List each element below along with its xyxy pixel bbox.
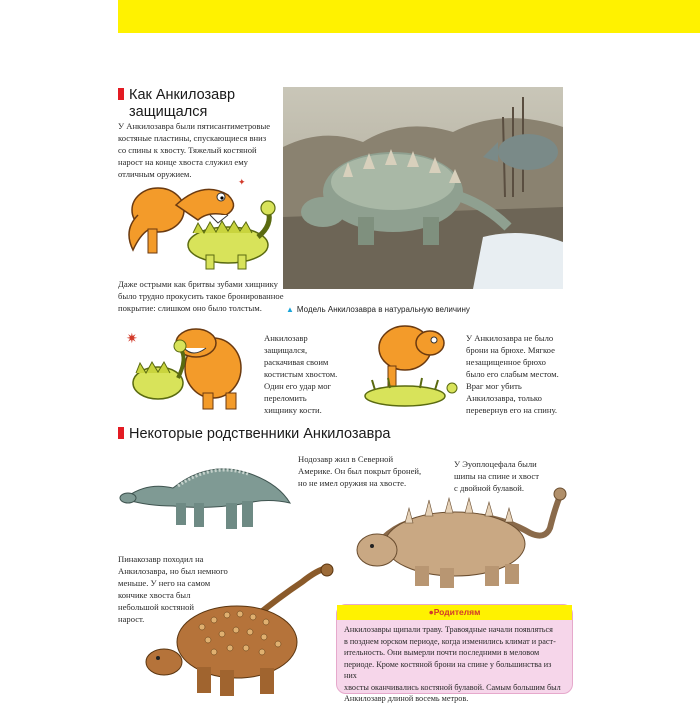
caption-triangle-icon: ▲ bbox=[286, 305, 294, 314]
heading-marker bbox=[118, 88, 124, 100]
nodosaurus-illustration bbox=[118, 448, 293, 538]
text-line: покрытие: слишком оно было толстым. bbox=[118, 303, 262, 313]
text-line: Анкилозавра, но был немного bbox=[118, 566, 228, 576]
text-line: со спины к хвосту. Тяжелый костяной bbox=[118, 145, 257, 155]
text-line: ительность. Они вымерли почти последними в меловом bbox=[344, 648, 540, 657]
text-line: Один его удар мог bbox=[264, 381, 332, 391]
text-line: хвосты оканчивались костяной булавой. Самым большим был bbox=[344, 682, 561, 692]
text-line: Враг мог убить bbox=[466, 381, 522, 391]
text-line: Нодозавр жил в Северной bbox=[298, 454, 394, 464]
text-line: перевернув его на спину. bbox=[466, 405, 558, 415]
text-line: незащищенное брюхо bbox=[466, 357, 546, 367]
section-heading-relatives bbox=[118, 426, 390, 443]
armor-paragraph bbox=[118, 278, 284, 314]
text-line: Анкилозавр bbox=[264, 333, 308, 343]
heading-line-2: защищался bbox=[129, 104, 208, 120]
section-heading-defense bbox=[118, 87, 235, 121]
intro-paragraph bbox=[118, 120, 270, 180]
text-line: Анкилозавры щипали траву. Травоядные начали появляться bbox=[344, 625, 553, 634]
text-line: было трудно прокусить такое бронированное bbox=[118, 291, 284, 301]
text-line: костяные пластины, спускающиеся вниз bbox=[118, 133, 267, 143]
heading-marker bbox=[118, 427, 124, 439]
page-margin bbox=[0, 0, 118, 700]
text-line: хищнику кости. bbox=[264, 405, 322, 415]
text-line: раскачивая своим bbox=[264, 357, 329, 367]
text-line: небольшой костяной bbox=[118, 602, 194, 612]
text-line: было его слабым местом. bbox=[466, 369, 559, 379]
cartoon-dinosaur-biting-illustration bbox=[118, 175, 280, 275]
euoplocephalus-illustration bbox=[345, 478, 570, 593]
ankylosaurus-model-photo bbox=[283, 87, 563, 289]
text-line: шипы на спине и хвост bbox=[454, 471, 539, 481]
text-line: с двойной булавой. bbox=[454, 483, 524, 493]
star-icon: ● bbox=[428, 607, 434, 617]
text-line: Даже острыми как бритвы зубами хищнику bbox=[118, 279, 278, 289]
tail-defense-paragraph bbox=[264, 332, 337, 416]
parents-title: Родителям bbox=[433, 607, 481, 617]
text-line: брони на брюхе. Мягкое bbox=[466, 345, 555, 355]
heading-line-1: Как Анкилозавр bbox=[129, 87, 236, 103]
text-line: Анкилозавра, только bbox=[466, 393, 542, 403]
parents-text bbox=[337, 620, 572, 709]
cartoon-tail-swing-illustration bbox=[118, 318, 260, 413]
text-line: отличным оружием. bbox=[118, 169, 192, 179]
svg-text:✦: ✦ bbox=[238, 178, 246, 188]
text-line: костистым хвостом. bbox=[264, 369, 338, 379]
text-line: Америке. Он был покрыт броней, bbox=[298, 466, 422, 476]
text-line: У Эуоплоцефала были bbox=[454, 459, 537, 469]
text-line: переломить bbox=[264, 393, 307, 403]
text-line: нарост на конце хвоста служил ему bbox=[118, 157, 248, 167]
text-line: защищался, bbox=[264, 345, 308, 355]
svg-text:✷: ✷ bbox=[126, 331, 138, 347]
caption-text: Модель Анкилозавра в натуральную величину bbox=[296, 305, 470, 314]
photo-caption bbox=[286, 305, 470, 314]
text-line: в позднем юрском периоде, когда изменились климат и раст- bbox=[344, 636, 556, 646]
belly-weakness-paragraph bbox=[466, 332, 559, 416]
text-line: Анкилозавр длиной восемь метров. bbox=[344, 694, 469, 703]
text-line: Пинакозавр походил на bbox=[118, 554, 204, 564]
heading-text: Некоторые родственники Анкилозавра bbox=[129, 426, 391, 442]
top-color-band bbox=[118, 0, 700, 33]
parents-title-bar bbox=[337, 605, 572, 620]
text-line: но не имел оружия на хвосте. bbox=[298, 478, 407, 488]
text-line: У Анкилозавра были пятисантиметровые bbox=[118, 121, 271, 131]
text-line: У Анкилозавра не было bbox=[466, 333, 554, 343]
cartoon-flipped-ankylosaurus-illustration bbox=[350, 318, 460, 413]
pinacosaurus-illustration bbox=[142, 562, 337, 700]
text-line: нарост. bbox=[118, 614, 145, 624]
parents-note-box bbox=[336, 604, 573, 703]
text-line: меньше. У него на самом bbox=[118, 578, 211, 588]
text-line: кончике хвоста был bbox=[118, 590, 191, 600]
text-line: периоде. Кроме костяной брони на спине у большинства из них bbox=[344, 659, 552, 680]
